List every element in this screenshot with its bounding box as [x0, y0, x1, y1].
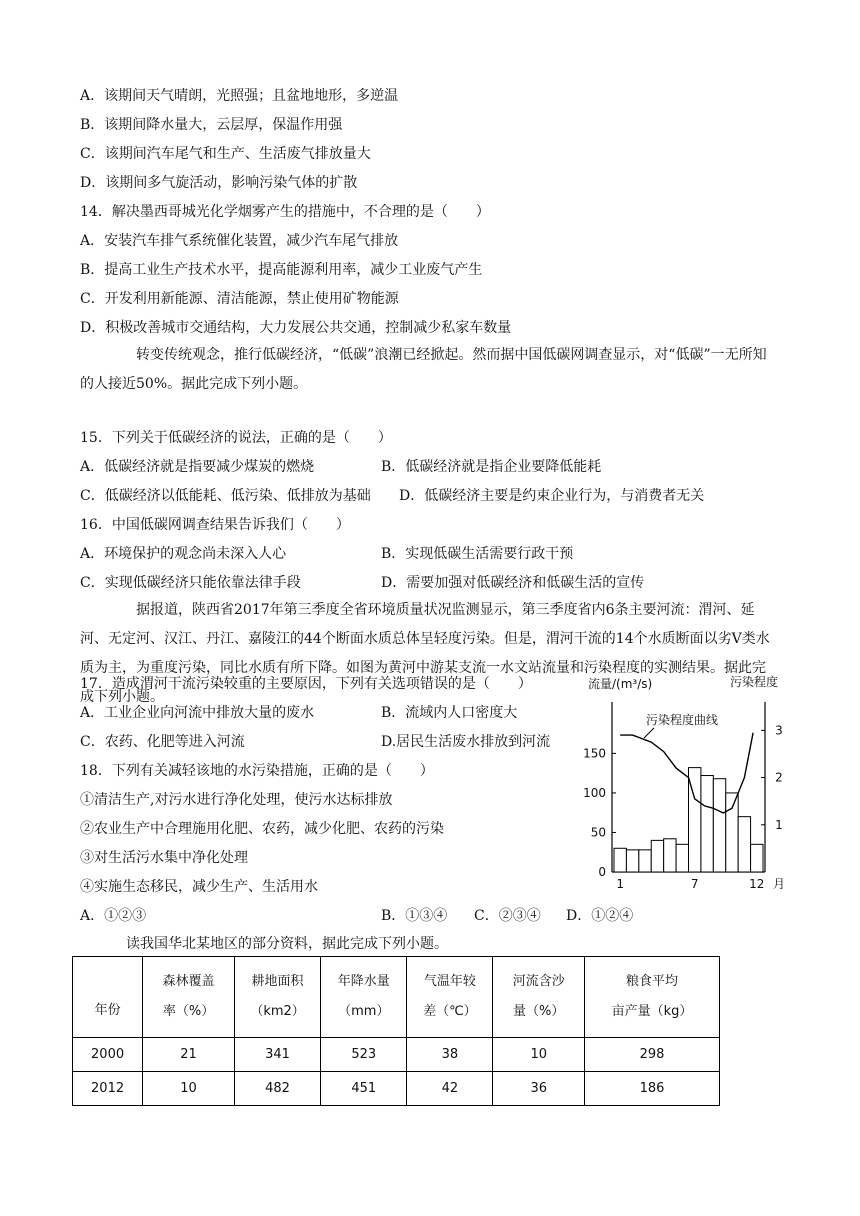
x-tick-label: 1 [616, 877, 625, 890]
table-header-line: 气温年较 [423, 974, 476, 989]
question-18: 18．下列有关减轻该地的水污染措施，正确的是（ ） [80, 763, 434, 779]
option-16d: D．需要加强对低碳经济和低碳生活的宣传 [381, 575, 645, 591]
option-14d: D．积极改善城市交通结构，大力发展公共交通，控制减少私家车数量 [80, 320, 512, 336]
table-cell: 38 [407, 1038, 493, 1072]
table-header-line: 年降水量 [337, 974, 390, 989]
option-16c: C．实现低碳经济只能依靠法律手段 [80, 575, 301, 591]
y-right-tick-label: 2 [775, 770, 783, 785]
option-17a: A．工业企业向河流中排放大量的废水 [80, 705, 315, 721]
passage-weihe: 据报道，陕西省2017年第三季度全省环境质量状况监测显示，第三季度省内6条主要河流：渭河、延河、无定河、汉江、丹江、嘉陵江的44个断面水质总体呈轻度污染。但是，渭河干流的14个水质断面以劣Ⅴ类水质为主，为重度污染，同比水质有所下降。如图为黄河中游某支流一水文站流量和污染程度的实测结果。据此完成下列小题。 [80, 602, 770, 705]
table-header-2 [234, 957, 320, 1038]
table-cell: 298 [585, 1038, 720, 1072]
option-15d: D．低碳经济主要是约束企业行为，与消费者无关 [399, 488, 705, 504]
option-18b: B．①③④ [381, 908, 448, 924]
option-13b: B．该期间降水量大，云层厚，保温作用强 [80, 117, 343, 133]
flow-pollution-chart [580, 670, 800, 890]
option-13c: C．该期间汽车尾气和生产、生活废气排放量大 [80, 146, 371, 162]
flow-bar [614, 848, 626, 872]
statement-18-2: ②农业生产中合理施用化肥、农药，减少化肥、农药的污染 [80, 821, 444, 837]
option-13d: D．该期间多气旋活动，影响污染气体的扩散 [80, 175, 358, 191]
question-16: 16．中国低碳网调查结果告诉我们（ ） [80, 517, 350, 533]
y-left-tick-label: 0 [598, 865, 606, 879]
x-label: 月 [773, 877, 786, 890]
table-header-line: 粮食平均 [626, 974, 679, 989]
table-cell: 451 [321, 1072, 407, 1106]
table-cell: 341 [234, 1038, 320, 1072]
table-header-line: 亩产量（kg） [611, 1004, 693, 1019]
option-18a: A．①②③ [80, 908, 147, 924]
passage-low-carbon: 转变传统观念，推行低碳经济，“低碳”浪潮已经掀起。然而据中国低碳网调查显示，对“低碳”一无所知的人接近50%。据此完成下列小题。 [80, 347, 767, 392]
question-14: 14．解决墨西哥城光化学烟雾产生的措施中，不合理的是（ ） [80, 204, 490, 220]
table-header-line: 量（%） [513, 1004, 565, 1019]
x-tick-label: 7 [690, 877, 699, 890]
option-18d: D．①②④ [566, 908, 634, 924]
table-header-4 [407, 957, 493, 1038]
option-15a: A．低碳经济就是指要减少煤炭的燃烧 [80, 459, 315, 475]
option-17c: C．农药、化肥等进入河流 [80, 734, 245, 750]
statement-18-4: ④实施生态移民，减少生产、生活用水 [80, 879, 318, 895]
table-cell: 523 [321, 1038, 407, 1072]
table-header-1 [143, 957, 235, 1038]
y-left-tick-label: 150 [583, 746, 606, 761]
option-18c: C．②③④ [474, 908, 541, 924]
option-14a: A．安装汽车排气系统催化装置，减少汽车尾气排放 [80, 233, 399, 249]
flow-bar [738, 817, 750, 872]
table-header-6 [585, 957, 720, 1038]
question-17: 17．造成渭河干流污染较重的主要原因，下列有关选项错误的是（ ） [80, 676, 532, 692]
option-14c: C．开发利用新能源、清洁能源，禁止使用矿物能源 [80, 291, 399, 307]
data-table [72, 956, 720, 1106]
y-left-tick-label: 100 [583, 785, 606, 800]
flow-bar [626, 850, 638, 872]
table-header-line: 率（%） [162, 1004, 215, 1019]
option-15b: B．低碳经济就是指企业要降低能耗 [381, 459, 602, 475]
table-cell: 186 [585, 1072, 720, 1106]
table-cell: 21 [143, 1038, 235, 1072]
y-right-tick-label: 1 [775, 817, 783, 832]
table-header-line: （mm） [338, 1004, 390, 1019]
table-header-line: 差（℃） [423, 1004, 477, 1019]
table-header-3 [321, 957, 407, 1038]
curve-label-pointer [644, 728, 654, 738]
option-16a: A．环境保护的观念尚未深入人心 [80, 546, 287, 562]
flow-bar [701, 776, 713, 872]
option-16b: B．实现低碳生活需要行政干预 [381, 546, 574, 562]
y-right-label: 污染程度 [730, 675, 779, 689]
option-14b: B．提高工业生产技术水平，提高能源利用率，减少工业废气产生 [80, 262, 483, 278]
y-right-tick-label: 3 [775, 723, 783, 738]
flow-bar [751, 844, 763, 872]
table-cell: 2000 [73, 1038, 143, 1072]
x-tick-label: 12 [749, 877, 765, 890]
table-cell: 42 [407, 1072, 493, 1106]
option-17b: B．流域内人口密度大 [381, 705, 518, 721]
flow-bar [713, 779, 725, 872]
table-cell: 36 [493, 1072, 585, 1106]
option-13a: A．该期间天气晴朗，光照强；且盆地地形，多逆温 [80, 88, 399, 104]
y-left-tick-label: 50 [590, 825, 606, 840]
flow-bar [676, 844, 688, 872]
statement-18-3: ③对生活污水集中净化处理 [80, 850, 248, 866]
statement-18-1: ①清洁生产,对污水进行净化处理，使污水达标排放 [80, 792, 393, 808]
table-cell: 10 [493, 1038, 585, 1072]
table-header-line: 耕地面积 [251, 974, 304, 989]
table-cell: 482 [234, 1072, 320, 1106]
table-header-line: 森林覆盖 [162, 974, 215, 989]
option-17d: D.居民生活废水排放到河流 [381, 734, 551, 750]
table-header-line: 河流含沙 [512, 974, 565, 989]
curve-label: 污染程度曲线 [646, 713, 719, 727]
table-header-line: （km2） [250, 1004, 305, 1019]
y-left-label: 流量/(m³/s) [588, 677, 653, 691]
flow-bar [639, 850, 651, 872]
option-15c: C．低碳经济以低能耗、低污染、低排放为基础 [80, 488, 371, 504]
table-row [73, 1038, 720, 1072]
flow-bar [664, 839, 676, 872]
table-header-5 [493, 957, 585, 1038]
flow-bar [651, 840, 663, 872]
flow-bar [726, 793, 738, 872]
question-15: 15．下列关于低碳经济的说法，正确的是（ ） [80, 430, 392, 446]
table-cell: 10 [143, 1072, 235, 1106]
table-row [73, 1072, 720, 1106]
table-cell: 2012 [73, 1072, 143, 1106]
table-header-0 [73, 957, 143, 1038]
table-header-line: 年份 [94, 1003, 121, 1018]
table-intro: 读我国华北某地区的部分资料，据此完成下列小题。 [126, 936, 448, 952]
